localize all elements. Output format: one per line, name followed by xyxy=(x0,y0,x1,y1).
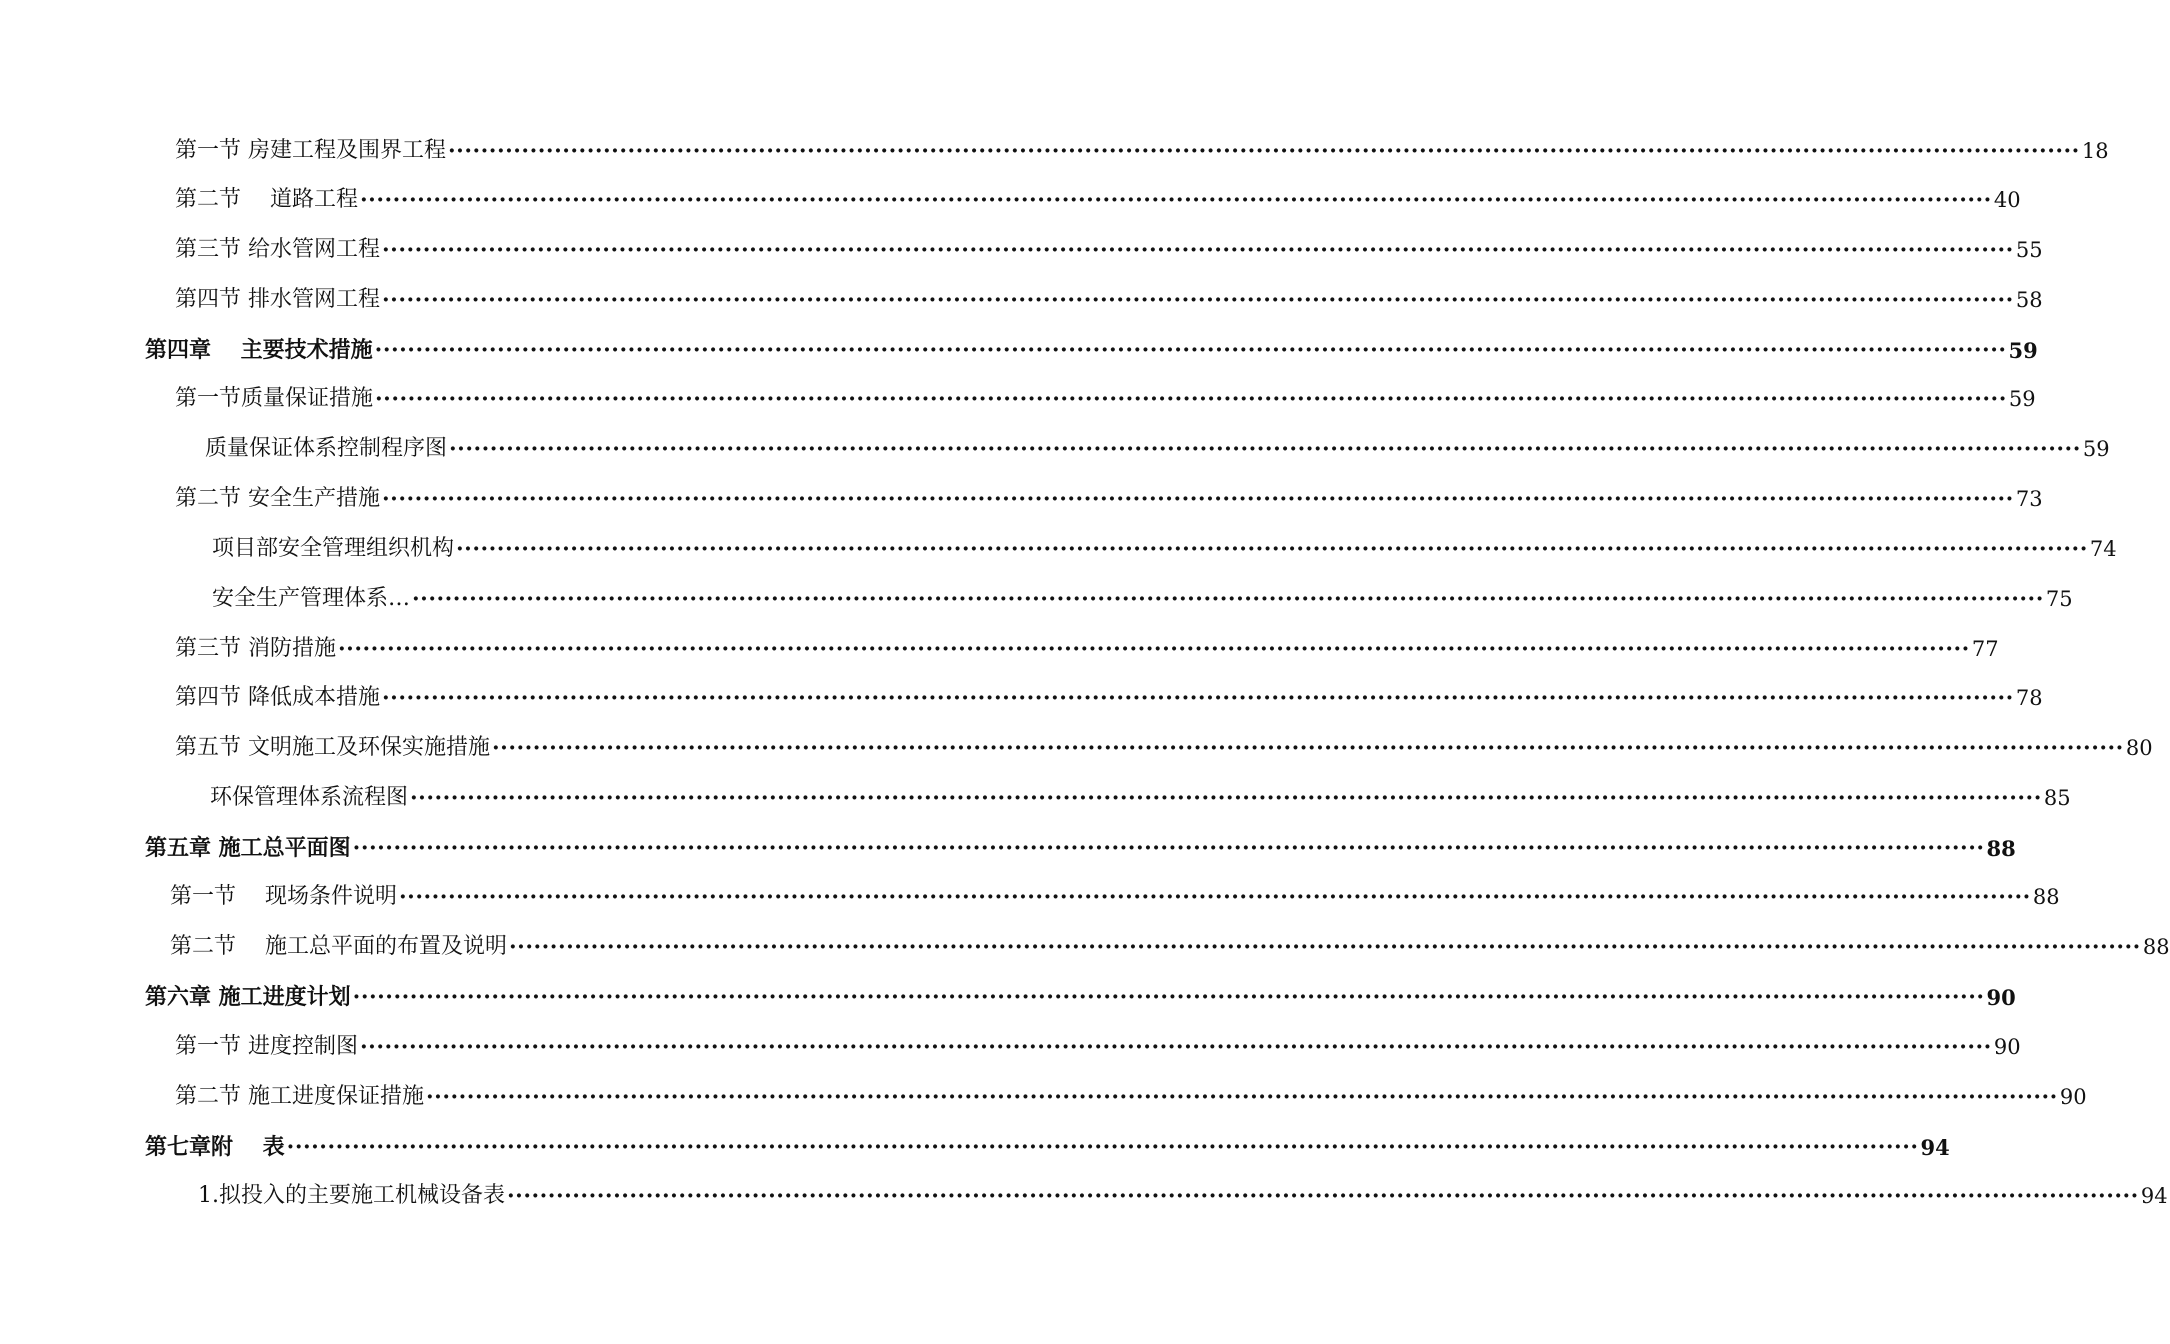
toc-entry xyxy=(210,780,2071,816)
toc-entry-page: 80 xyxy=(2125,735,2153,760)
dot-leader: ········································································································································································································ xyxy=(286,1134,1919,1160)
toc-entry-label: 第四章 主要技术措施 xyxy=(145,337,373,363)
toc-entry xyxy=(175,1029,2021,1065)
dot-leader: ········································································································································································································ xyxy=(375,386,2007,412)
toc-entry-label: 第五章 施工总平面图 xyxy=(145,835,351,861)
toc-entry-label: 第一节 进度控制图 xyxy=(175,1034,358,1059)
toc-entry-page: 58 xyxy=(2015,287,2043,312)
toc-entry xyxy=(175,481,2043,517)
toc-entry-label: 第一节质量保证措施 xyxy=(175,386,374,411)
dot-leader: ········································································································································································································ xyxy=(426,1084,2058,1110)
toc-entry-label: 环保管理体系流程图 xyxy=(210,785,409,810)
toc-entry-page: 88 xyxy=(2032,884,2060,909)
toc-entry xyxy=(175,381,2036,417)
toc-entry-label: 第三节 给水管网工程 xyxy=(175,237,380,262)
toc-entry-page: 18 xyxy=(2081,138,2109,163)
toc-entry xyxy=(175,1079,2087,1115)
toc-entry xyxy=(212,531,2117,567)
toc-entry-label: 第七章附 表 xyxy=(145,1134,285,1160)
dot-leader: ········································································································································································································ xyxy=(410,785,2042,811)
toc-entry-page: 90 xyxy=(1986,984,2016,1010)
toc-entry xyxy=(170,929,2170,965)
toc-entry-label: 第四节 降低成本措施 xyxy=(175,685,380,710)
toc-entry-page: 78 xyxy=(2015,685,2043,710)
toc-entry xyxy=(170,879,2060,915)
toc-chapter-entry xyxy=(145,332,2038,368)
toc-entry-label: 第五节 文明施工及环保实施措施 xyxy=(175,735,490,760)
dot-leader: ········································································································································································································ xyxy=(382,486,2014,512)
toc-chapter-entry xyxy=(145,1129,1950,1165)
toc-entry-label: 第六章 施工进度计划 xyxy=(145,984,351,1010)
toc-entry-page: 88 xyxy=(2142,934,2170,959)
toc-entry xyxy=(175,282,2043,318)
toc-entry xyxy=(198,1178,2168,1214)
toc-entry-label: 第二节 道路工程 xyxy=(175,187,358,212)
dot-leader: ········································································································································································································ xyxy=(412,586,2044,612)
dot-leader: ········································································································································································································ xyxy=(352,835,1985,861)
toc-entry xyxy=(175,232,2043,268)
dot-leader: ········································································································································································································ xyxy=(456,536,2088,562)
dot-leader: ········································································································································································································ xyxy=(374,337,2007,363)
toc-entry-label: 项目部安全管理组织机构 xyxy=(212,536,455,561)
toc-entry-page: 94 xyxy=(1920,1134,1950,1160)
toc-entry-page: 90 xyxy=(1993,1034,2021,1059)
toc-chapter-entry xyxy=(145,830,2016,866)
dot-leader: ········································································································································································································ xyxy=(449,436,2081,462)
toc-entry-page: 55 xyxy=(2015,237,2043,262)
toc-entry-page: 40 xyxy=(1993,187,2021,212)
toc-entry-label: 1.拟投入的主要施工机械设备表 xyxy=(198,1183,505,1208)
toc-entry-page: 75 xyxy=(2045,586,2073,611)
toc-entry-label: 第二节 施工总平面的布置及说明 xyxy=(170,934,507,959)
toc-entry-label: 第二节 施工进度保证措施 xyxy=(175,1084,424,1109)
dot-leader: ········································································································································································································ xyxy=(492,735,2124,761)
toc-entry xyxy=(175,680,2043,716)
dot-leader: ········································································································································································································ xyxy=(360,1034,1992,1060)
dot-leader: ········································································································································································································ xyxy=(382,237,2014,263)
toc-entry xyxy=(175,182,2021,218)
dot-leader: ········································································································································································································ xyxy=(382,685,2014,711)
toc-entry xyxy=(175,730,2153,766)
dot-leader: ········································································································································································································ xyxy=(360,187,1992,213)
toc-entry-label: 第二节 安全生产措施 xyxy=(175,486,380,511)
toc-entry-page: 77 xyxy=(1971,636,1999,661)
toc-entry-page: 73 xyxy=(2015,486,2043,511)
toc-entry xyxy=(212,581,2073,617)
dot-leader: ········································································································································································································ xyxy=(352,984,1985,1010)
dot-leader: ········································································································································································································ xyxy=(509,934,2141,960)
toc-chapter-entry xyxy=(145,979,2016,1015)
toc-entry xyxy=(175,133,2109,169)
toc-entry xyxy=(205,431,2110,467)
toc-entry-label: 质量保证体系控制程序图 xyxy=(205,436,448,461)
dot-leader: ········································································································································································································ xyxy=(382,287,2014,313)
toc-entry-page: 94 xyxy=(2140,1183,2168,1208)
toc-entry-page: 59 xyxy=(2008,386,2036,411)
dot-leader: ········································································································································································································ xyxy=(399,884,2031,910)
toc-entry-page: 85 xyxy=(2043,785,2071,810)
toc-entry-label: 安全生产管理体系… xyxy=(212,586,411,611)
toc-entry xyxy=(175,631,1999,667)
toc-entry-label: 第四节 排水管网工程 xyxy=(175,287,380,312)
toc-entry-page: 90 xyxy=(2059,1084,2087,1109)
toc-entry-page: 59 xyxy=(2082,436,2110,461)
toc-entry-page: 59 xyxy=(2008,337,2038,363)
toc-entry-page: 88 xyxy=(1986,835,2016,861)
toc-entry-label: 第一节 现场条件说明 xyxy=(170,884,397,909)
dot-leader: ········································································································································································································ xyxy=(338,636,1970,662)
dot-leader: ········································································································································································································ xyxy=(507,1183,2139,1209)
toc-entry-page: 74 xyxy=(2089,536,2117,561)
toc-entry-label: 第一节 房建工程及围界工程 xyxy=(175,138,446,163)
toc-entry-label: 第三节 消防措施 xyxy=(175,636,336,661)
dot-leader: ········································································································································································································ xyxy=(448,138,2080,164)
